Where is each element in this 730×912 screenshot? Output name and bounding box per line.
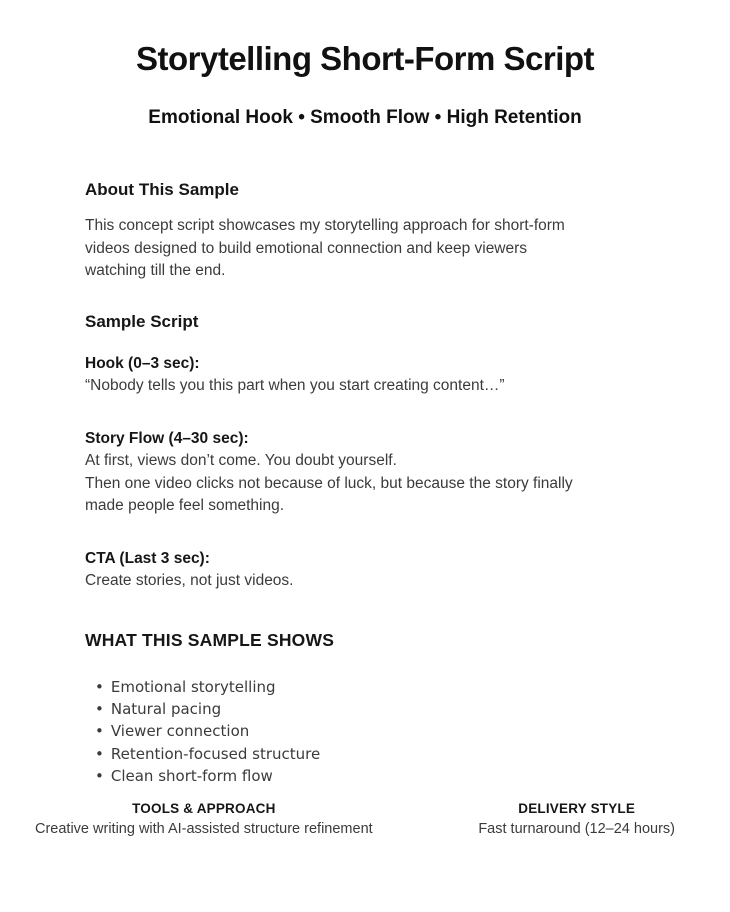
script-block-label: Story Flow (4–30 sec): xyxy=(85,429,249,447)
bullet-marker: • xyxy=(95,744,104,763)
footer-column-heading: TOOLS & APPROACH xyxy=(132,801,276,816)
what-this-sample-shows-heading: WHAT THIS SAMPLE SHOWS xyxy=(85,629,335,650)
bullet-marker: • xyxy=(95,722,104,741)
list-item-text: Clean short-form flow xyxy=(110,767,273,786)
script-line: Create stories, not just videos. xyxy=(85,572,294,589)
paragraph-line: watching till the end. xyxy=(85,262,226,279)
bullet-marker: • xyxy=(95,767,104,786)
list-item-text: Viewer connection xyxy=(110,722,250,741)
script-line: At first, views don’t come. You doubt yourself. xyxy=(85,452,397,469)
footer-column-text: Fast turnaround (12–24 hours) xyxy=(478,821,675,837)
document-body xyxy=(85,180,645,788)
script-block-story-flow xyxy=(85,428,645,518)
list-item xyxy=(85,743,645,765)
list-item xyxy=(85,676,645,698)
paragraph-line: This concept script showcases my storytelling approach for short-form xyxy=(85,217,565,234)
list-item xyxy=(85,720,645,742)
about-paragraph xyxy=(85,215,645,283)
list-item-text: Retention-focused structure xyxy=(110,744,321,763)
list-item-text: Natural pacing xyxy=(110,699,222,718)
sample-shows-list xyxy=(85,676,645,788)
bullet-marker: • xyxy=(95,677,104,696)
sample-script-heading: Sample Script xyxy=(85,311,199,331)
paragraph-line: videos designed to build emotional connection and keep viewers xyxy=(85,239,528,257)
footer-column-heading: DELIVERY STYLE xyxy=(518,801,636,816)
list-item-text: Emotional storytelling xyxy=(110,677,276,696)
list-item xyxy=(85,698,645,720)
script-block-label: Hook (0–3 sec): xyxy=(85,354,200,372)
footer xyxy=(0,800,730,838)
page-subtitle: Emotional Hook • Smooth Flow • High Retention xyxy=(148,107,582,128)
script-block-label: CTA (Last 3 sec): xyxy=(85,549,210,567)
script-line: Then one video clicks not because of luck, but because the story finally xyxy=(85,474,573,492)
page-title: Storytelling Short-Form Script xyxy=(135,40,595,77)
footer-column-text: Creative writing with AI-assisted structure refinement xyxy=(35,821,373,837)
list-item xyxy=(85,765,645,787)
footer-tools-approach xyxy=(35,800,373,838)
script-line: made people feel something. xyxy=(85,497,285,514)
script-block-cta xyxy=(85,548,645,593)
script-block-hook xyxy=(85,353,645,398)
footer-delivery-style xyxy=(478,800,675,838)
about-section-heading: About This Sample xyxy=(85,180,239,199)
script-line: “Nobody tells you this part when you start creating content…” xyxy=(85,377,505,394)
bullet-marker: • xyxy=(95,699,104,718)
